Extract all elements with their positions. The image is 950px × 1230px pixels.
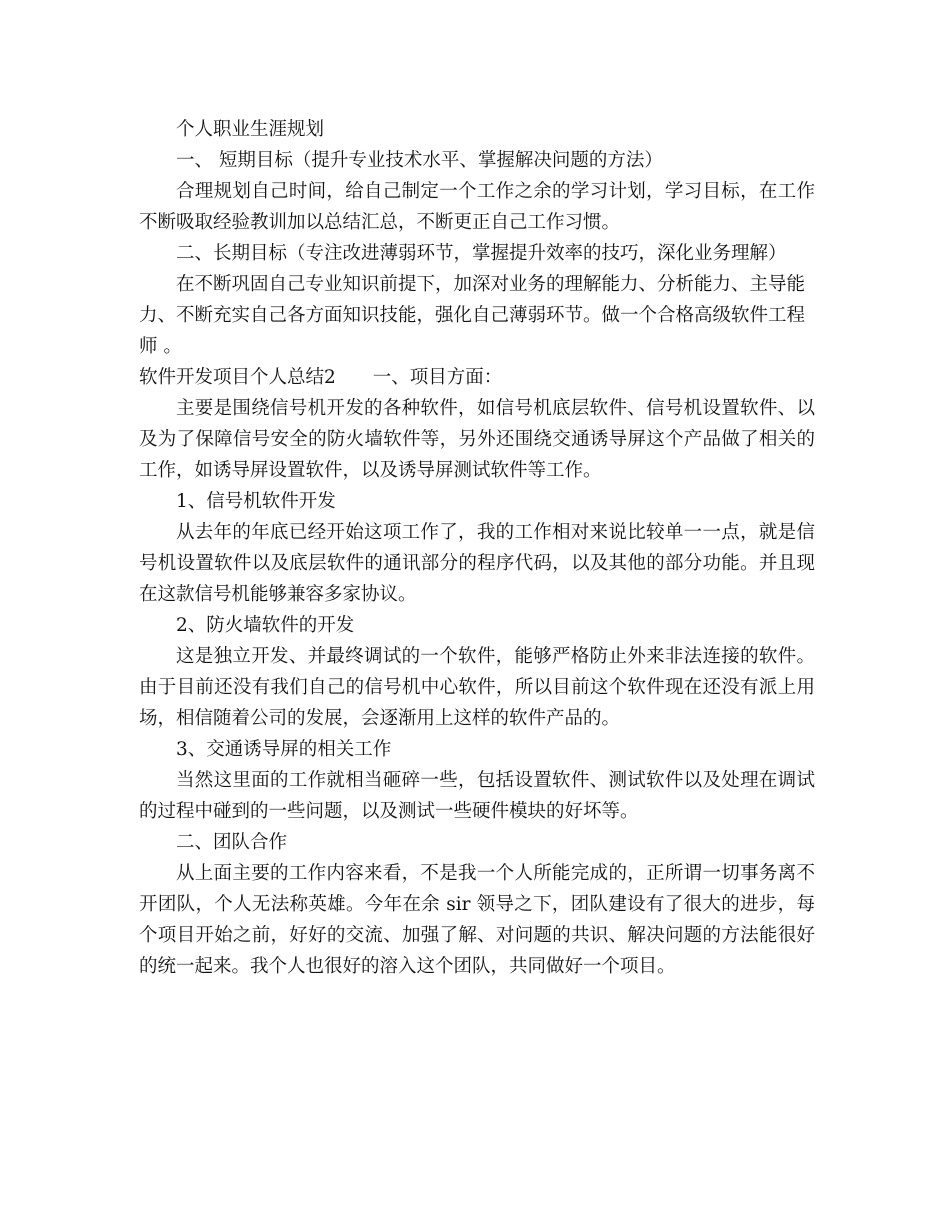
item2-heading: 2、防火墙软件的开发	[176, 615, 355, 636]
project-intro-paragraph: 主要是围绕信号机开发的各种软件，如信号机底层软件、信号机设置软件、以及为了保障信号安全的防火墙软件等，另外还围绕交通诱导屏这个产品做了相关的工作，如诱导屏设置软件，以及诱导屏测试软件等工作。	[139, 398, 815, 481]
item1-heading: 1、信号机软件开发	[176, 491, 336, 512]
doc-title: 个人职业生涯规划	[176, 119, 325, 140]
item1-paragraph: 从去年的年底已经开始这项工作了，我的工作相对来说比较单一一点，就是信号机设置软件以及底层软件的通讯部分的程序代码，以及其他的部分功能。并且现在这款信号机能够兼容多家协议。	[139, 522, 815, 605]
short-goal-heading: 一、 短期目标（提升专业技术水平、掌握解决问题的方法）	[176, 150, 663, 171]
document-body	[139, 114, 815, 982]
item2-paragraph: 这是独立开发、并最终调试的一个软件，能够严格防止外来非法连接的软件。由于目前还没有我们自己的信号机中心软件，所以目前这个软件现在还没有派上用场，相信随着公司的发展，会逐渐用上这样的软件产品的。	[139, 646, 815, 729]
team-paragraph: 从上面主要的工作内容来看，不是我一个人所能完成的，正所谓一切事务离不开团队，个人无法称英雄。今年在余 sir 领导之下，团队建设有了很大的进步，每个项目开始之前，好好的交流、加强了解、对问题的共识、解决问题的方法能很好的统一起来。我个人也很好的溶入这个团队，共同做好一个项目。	[139, 863, 815, 977]
short-goal-paragraph: 合理规划自己时间，给自己制定一个工作之余的学习计划，学习目标，在工作不断吸取经验教训加以总结汇总，不断更正自己工作习惯。	[139, 181, 815, 233]
summary-heading: 软件开发项目个人总结2 一、项目方面：	[139, 367, 503, 388]
long-goal-paragraph: 在不断巩固自己专业知识前提下，加深对业务的理解能力、分析能力、主导能力、不断充实自己各方面知识技能，强化自己薄弱环节。做一个合格高级软件工程师 。	[139, 274, 806, 357]
long-goal-heading: 二、长期目标（专注改进薄弱环节，掌握提升效率的技巧，深化业务理解）	[176, 243, 787, 264]
team-heading: 二、团队合作	[176, 832, 288, 853]
item3-paragraph: 当然这里面的工作就相当砸碎一些，包括设置软件、测试软件以及处理在调试的过程中碰到的一些问题，以及测试一些硬件模块的好坏等。	[139, 770, 815, 822]
item3-heading: 3、交通诱导屏的相关工作	[176, 739, 392, 760]
